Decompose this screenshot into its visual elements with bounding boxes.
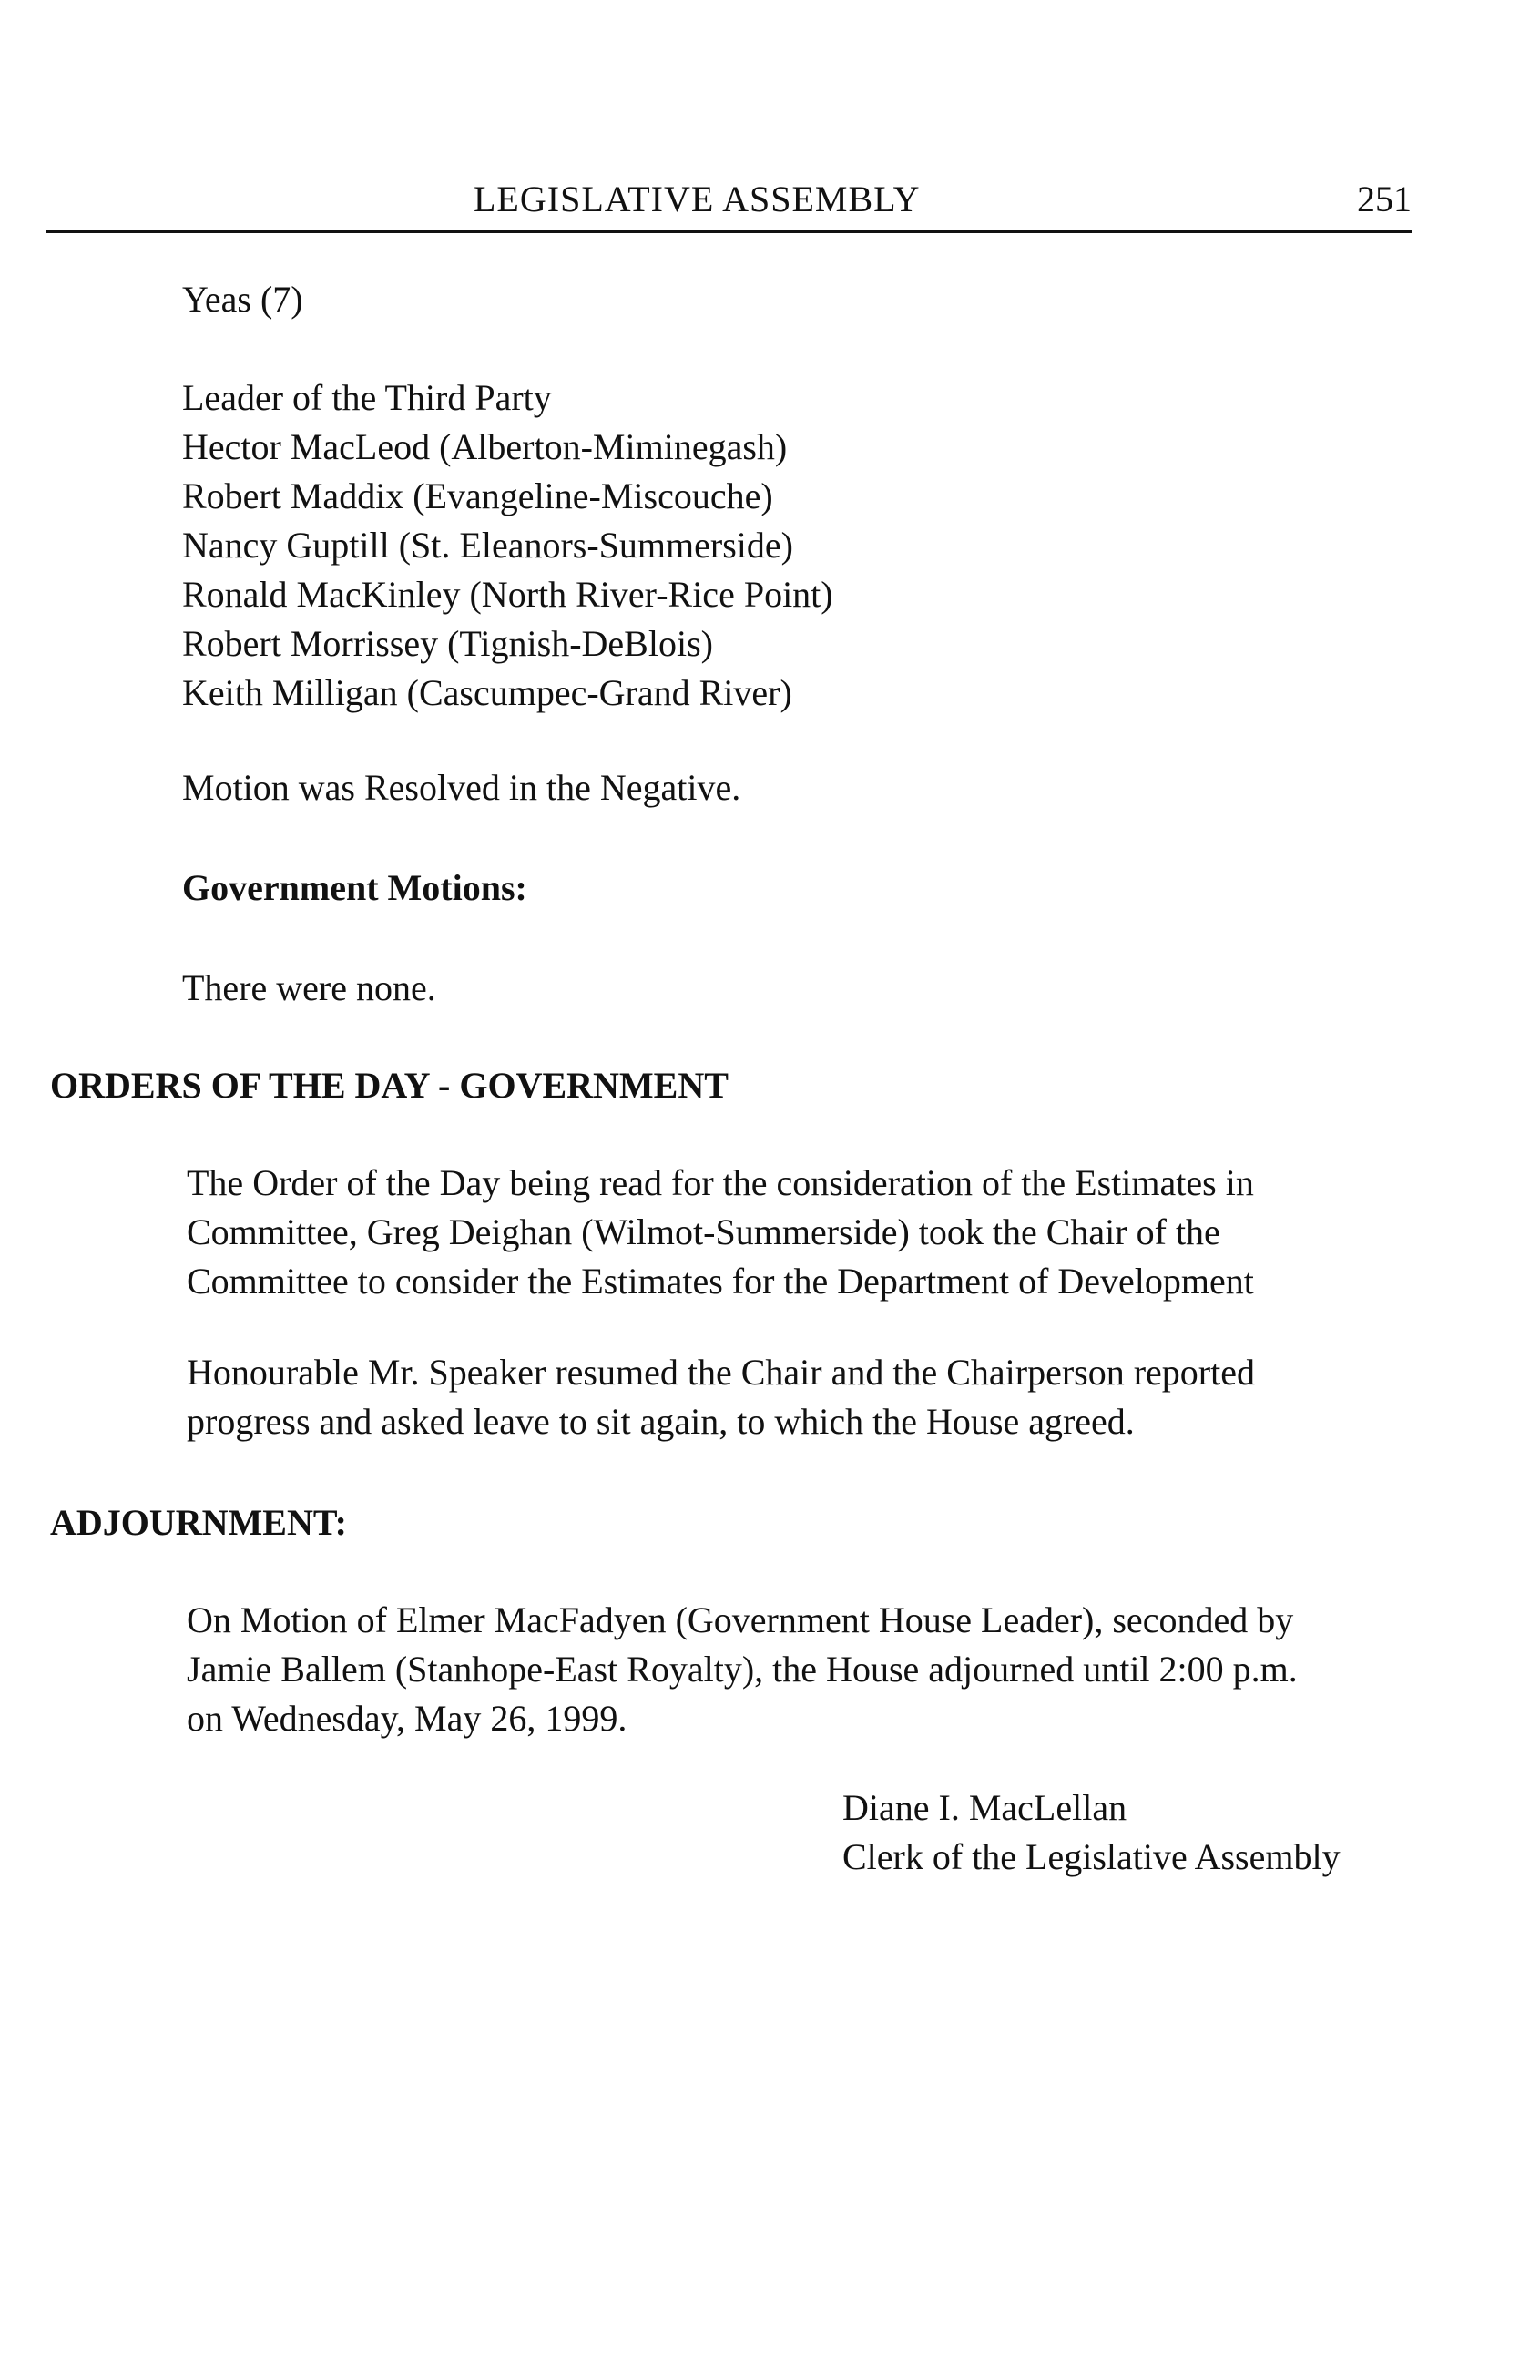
yeas-member: Leader of the Third Party [182, 377, 552, 418]
orders-heading: ORDERS OF THE DAY - GOVERNMENT [50, 1065, 729, 1106]
yeas-member: Robert Morrissey (Tignish-DeBlois) [182, 623, 713, 664]
government-motions-text: There were none. [182, 967, 436, 1008]
yeas-member: Ronald MacKinley (North River-Rice Point) [182, 574, 833, 615]
adjournment-heading: ADJOURNMENT: [50, 1502, 347, 1543]
paragraph-line: Honourable Mr. Speaker resumed the Chair and the Chairperson reported [187, 1352, 1255, 1393]
paragraph-line: progress and asked leave to sit again, to which the House agreed. [187, 1401, 1135, 1442]
signature-name: Diane I. MacLellan [842, 1787, 1127, 1828]
paragraph-line: Jamie Ballem (Stanhope-East Royalty), the House adjourned until 2:00 p.m. [187, 1649, 1298, 1690]
motion-result: Motion was Resolved in the Negative. [182, 767, 741, 808]
yeas-member-list [182, 373, 833, 718]
orders-paragraph-2 [187, 1348, 1255, 1446]
adjournment-paragraph [187, 1596, 1298, 1743]
yeas-member: Hector MacLeod (Alberton-Miminegash) [182, 426, 788, 467]
yeas-member: Nancy Guptill (St. Eleanors-Summerside) [182, 525, 793, 566]
paragraph-line: Committee to consider the Estimates for the Department of Development [187, 1261, 1254, 1302]
paragraph-line: On Motion of Elmer MacFadyen (Government House Leader), seconded by [187, 1599, 1294, 1640]
header-title: LEGISLATIVE ASSEMBLY [474, 179, 921, 220]
paragraph-line: Committee, Greg Deighan (Wilmot-Summerside) took the Chair of the [187, 1211, 1220, 1252]
yeas-heading: Yeas (7) [182, 279, 303, 320]
page-number: 251 [1357, 179, 1412, 220]
signature-title: Clerk of the Legislative Assembly [842, 1836, 1341, 1877]
page-header [46, 178, 1412, 233]
signature-block [842, 1783, 1341, 1882]
yeas-member: Robert Maddix (Evangeline-Miscouche) [182, 475, 773, 516]
paragraph-line: on Wednesday, May 26, 1999. [187, 1698, 627, 1739]
orders-paragraph-1 [187, 1159, 1254, 1306]
government-motions-heading: Government Motions: [182, 867, 527, 908]
yeas-member: Keith Milligan (Cascumpec-Grand River) [182, 672, 792, 713]
paragraph-line: The Order of the Day being read for the consideration of the Estimates in [187, 1162, 1254, 1203]
